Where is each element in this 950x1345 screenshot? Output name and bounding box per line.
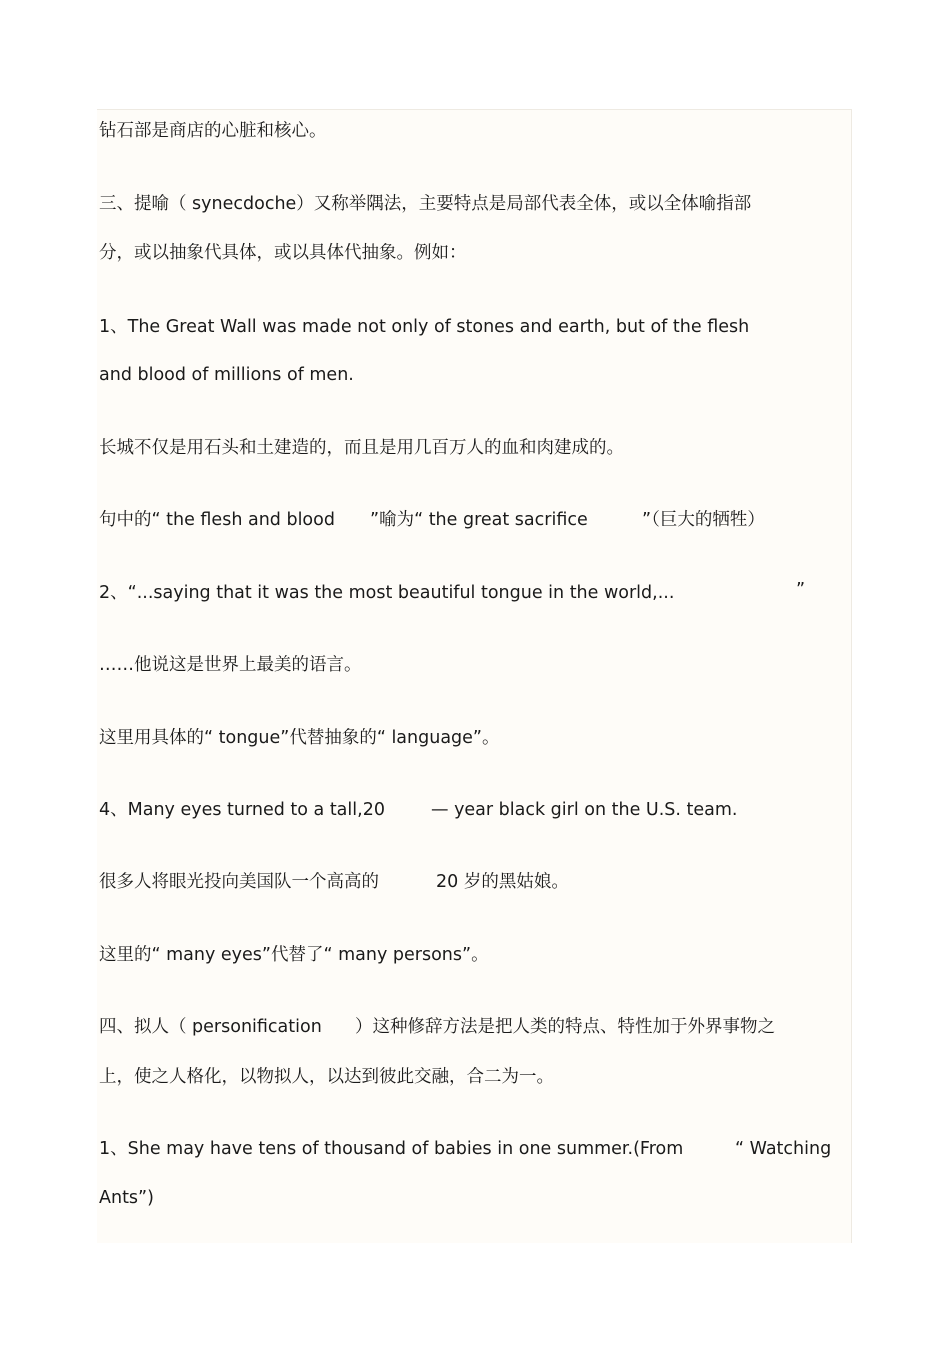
text-line: 上，使之人格化，以物拟人，以达到彼此交融，合二为一。 bbox=[99, 1067, 554, 1087]
text-segment: 4、Many eyes turned to a tall,20 bbox=[99, 800, 385, 820]
text-segment: 2、“...saying that it was the most beautiful tongue in the world,... bbox=[99, 583, 675, 603]
text-segment: 20 岁的黑姑娘。 bbox=[436, 872, 569, 892]
text-line: 这里用具体的“ tongue”代替抽象的“ language”。 bbox=[99, 728, 500, 748]
text-line: ……他说这是世界上最美的语言。 bbox=[99, 655, 362, 675]
text-segment: 很多人将眼光投向美国队一个高高的 bbox=[99, 872, 379, 892]
text-line: 钻石部是商店的心脏和核心。 bbox=[99, 121, 327, 141]
text-line: 这里的“ many eyes”代替了“ many persons”。 bbox=[99, 945, 489, 965]
text-segment: “ Watching bbox=[735, 1139, 832, 1159]
text-segment: ”（巨大的牺牲） bbox=[642, 510, 765, 530]
text-line: 三、提喻（ synecdoche）又称举隅法，主要特点是局部代表全体，或以全体喻指部 bbox=[99, 194, 752, 214]
text-line: 分，或以抽象代具体，或以具体代抽象。例如： bbox=[99, 243, 467, 263]
text-segment: ）这种修辞方法是把人类的特点、特性加于外界事物之 bbox=[355, 1017, 775, 1037]
text-segment: 四、拟人（ personification bbox=[99, 1017, 322, 1037]
text-line: 1、The Great Wall was made not only of stones and earth, but of the flesh bbox=[99, 317, 750, 337]
text-line: 长城不仅是用石头和土建造的，而且是用几百万人的血和肉建成的。 bbox=[99, 438, 624, 458]
text-line: and blood of millions of men. bbox=[99, 365, 354, 385]
text-segment: ” bbox=[796, 580, 806, 600]
text-segment: 句中的“ the flesh and blood bbox=[99, 510, 335, 530]
text-line: Ants”) bbox=[99, 1188, 154, 1208]
text-segment: — year black girl on the U.S. team. bbox=[431, 800, 738, 820]
text-segment: 1、She may have tens of thousand of babies in one summer.(From bbox=[99, 1139, 684, 1159]
text-segment: ”喻为“ the great sacrifice bbox=[370, 510, 588, 530]
